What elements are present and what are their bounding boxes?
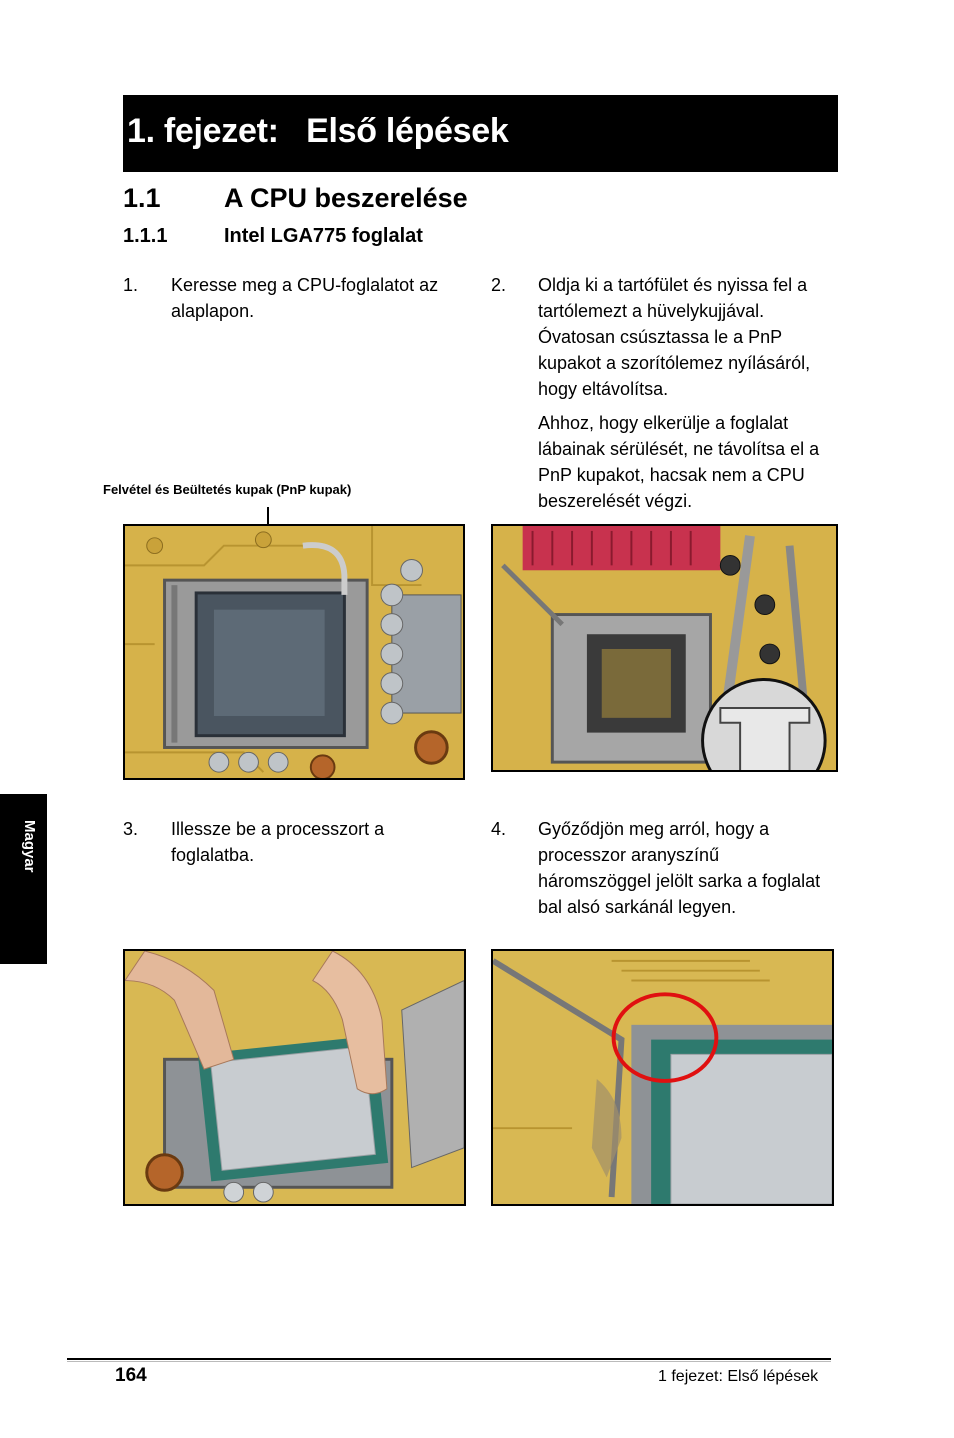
step-3-number: 3. [123,819,139,839]
step-4-text: Győződjön meg arról, hogy a processzor aranyszínű háromszöggel jelölt sarka a foglalat bal alsó sarkánál legyen. [538,819,821,917]
step-4-number: 4. [491,819,507,839]
step-1-text: Keresse meg a CPU-foglalatot az alaplapon. [171,275,439,321]
step-2-text: Oldja ki a tartófület és nyissa fel a tartólemezt a hüvelykujjával. Óvatosan csúsztassa le a PnP kupakot a szorítólemez nyílásáról, hogy eltávolítsa. [538,275,811,399]
footer-chapter-text: 1 fejezet: Első lépések [658,1368,819,1385]
step-2-number: 2. [491,275,507,295]
footer-rule-shadow [67,1361,831,1362]
pnp-cap-callout-label: Felvétel és Beültetés kupak (PnP kupak) [103,482,352,497]
footer-rule [67,1358,831,1360]
page-number: 164 [115,1365,147,1386]
photo-insert-processor [123,949,466,1206]
photo-corner-alignment [491,949,834,1206]
photo-open-socket [491,524,838,772]
chapter-title: 1. fejezet: Első lépések [127,112,509,150]
section-number: 1.1 [123,183,161,213]
section-title: A CPU beszerelése [224,183,468,213]
photo-socket-with-pnp-cap [123,524,465,780]
step-3-text: Illessze be a processzort a foglalatba. [171,819,385,865]
subsection-number: 1.1.1 [123,225,168,247]
subsection-title: Intel LGA775 foglalat [224,225,423,247]
step-2-note: Ahhoz, hogy elkerülje a foglalat lábainak sérülését, ne távolítsa el a PnP kupakot, hacsak nem a CPU beszerelését végzi. [538,413,820,511]
step-1-number: 1. [123,275,139,295]
side-language-label: Magyar [21,820,38,873]
